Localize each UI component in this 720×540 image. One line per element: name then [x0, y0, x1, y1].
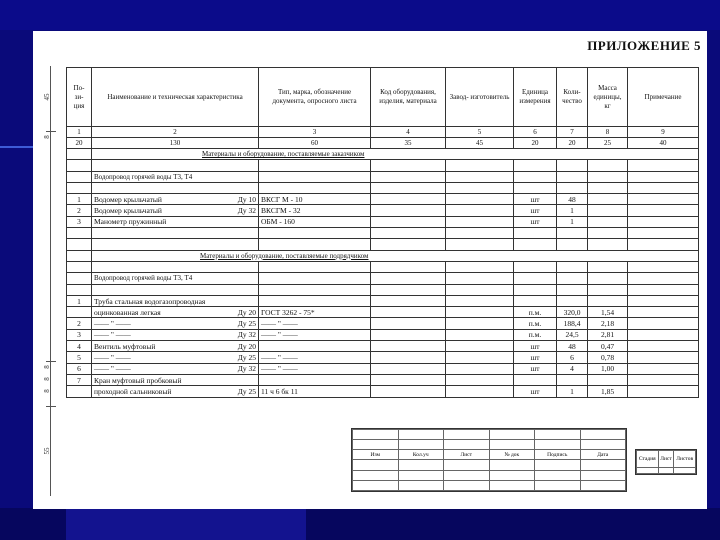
column-number: 7	[557, 127, 588, 138]
margin-tick	[46, 406, 56, 407]
table-row	[67, 216, 699, 227]
stamp-label: Кол.уч	[398, 450, 444, 460]
title-block	[351, 428, 627, 492]
cell-qty: 48	[557, 341, 588, 352]
table-header-row	[67, 68, 699, 127]
table-row	[67, 295, 699, 306]
cell-mass: 2,18	[588, 318, 628, 329]
column-number: 4	[371, 127, 446, 138]
cell-unit: шт	[514, 386, 557, 397]
stamp-label: Стадия	[637, 451, 659, 468]
cell-type: ВКСГМ - 32	[259, 205, 371, 216]
cell-type: ВКСГ М - 10	[259, 194, 371, 205]
margin-mark: 8	[43, 135, 51, 139]
header-cell: Тип, марка, обозначение документа, опросного листа	[259, 68, 371, 127]
cell-pos	[67, 386, 92, 397]
cell-mass: 0,47	[588, 341, 628, 352]
table-row	[67, 386, 699, 397]
cell-mass: 1,54	[588, 307, 628, 318]
cell-pos: 3	[67, 216, 92, 227]
cell-size: Ду 20	[237, 341, 256, 351]
column-width: 20	[557, 138, 588, 149]
cell-qty: 1	[557, 216, 588, 227]
margin-mark: 8	[43, 377, 51, 381]
cell-pos: 7	[67, 374, 92, 385]
cell-pos: 1	[67, 295, 92, 306]
column-width: 60	[259, 138, 371, 149]
margin-mark: 8	[43, 365, 51, 369]
stamp-label: № док	[489, 450, 535, 460]
cell-unit: шт	[514, 205, 557, 216]
header-cell: Наименование и техническая характеристика	[92, 68, 259, 127]
cell-size: Ду 25	[237, 352, 256, 362]
table-row	[67, 341, 699, 352]
margin-mark: 8	[43, 389, 51, 393]
cell-pos: 4	[67, 341, 92, 352]
header-cell: Единица измерения	[514, 68, 557, 127]
cell-type: —— " ——	[259, 352, 371, 363]
cell-unit: шт	[514, 341, 557, 352]
subsection-title: Водопровод горячей воды Т3, Т4	[92, 171, 259, 182]
column-number: 2	[92, 127, 259, 138]
column-width: 20	[514, 138, 557, 149]
cell-name: Водомер крыльчатый	[94, 194, 162, 204]
cell-type: —— " ——	[259, 363, 371, 374]
document-sheet	[33, 31, 707, 509]
cell-unit: шт	[514, 363, 557, 374]
cell-name: Труба стальная водогазопроводная	[92, 295, 259, 306]
cell-name: оцинкованная легкая	[94, 307, 161, 317]
cell-name: Кран муфтовый пробковый	[92, 374, 259, 385]
column-number: 5	[446, 127, 514, 138]
stamp-label: Изм	[353, 450, 399, 460]
cell-type: 11 ч 6 бк 11	[259, 386, 371, 397]
slide-background-top	[0, 0, 720, 30]
stamp-label: Дата	[580, 450, 626, 460]
header-cell: Примечание	[628, 68, 699, 127]
cell-type: ГОСТ 3262 - 75*	[259, 307, 371, 318]
cell-pos: 5	[67, 352, 92, 363]
header-cell: Код оборудования, изделия, материала	[371, 68, 446, 127]
column-width: 35	[371, 138, 446, 149]
column-number: 9	[628, 127, 699, 138]
stamp-label: Лист	[658, 451, 674, 468]
cell-type: —— " ——	[259, 318, 371, 329]
cell-unit: шт	[514, 216, 557, 227]
column-width: 25	[588, 138, 628, 149]
stamp-label: Лист	[444, 450, 490, 460]
cell-unit: п.м.	[514, 329, 557, 340]
subsection-row	[67, 273, 699, 284]
column-number: 8	[588, 127, 628, 138]
cell-qty: 48	[557, 194, 588, 205]
cell-qty: 1	[557, 386, 588, 397]
cell-mass: 2,81	[588, 329, 628, 340]
cell-pos: 1	[67, 194, 92, 205]
cell-qty: 320,0	[557, 307, 588, 318]
cell-unit: шт	[514, 352, 557, 363]
stamp-label: Листов	[674, 451, 696, 468]
cell-name: —— " ——	[94, 330, 131, 340]
table-row	[67, 329, 699, 340]
cell-pos: 3	[67, 329, 92, 340]
cell-type: ОБМ - 160	[259, 216, 371, 227]
cell-qty: 6	[557, 352, 588, 363]
cell-size: Ду 32	[237, 364, 256, 374]
cell-name: Вентиль муфтовый	[94, 341, 156, 351]
table-row	[67, 352, 699, 363]
cell-pos: 2	[67, 318, 92, 329]
column-width: 130	[92, 138, 259, 149]
cell-size: Ду 32	[237, 206, 256, 216]
cell-name: Водомер крыльчатый	[94, 206, 162, 216]
cell-size: Ду 10	[237, 194, 256, 204]
section-title: Материалы и оборудование, поставляемые подрядчиком	[92, 250, 699, 261]
cell-name: —— " ——	[94, 319, 131, 329]
section-row	[67, 250, 699, 261]
decorative-block	[66, 508, 306, 540]
header-cell: Коли- чество	[557, 68, 588, 127]
subsection-title: Водопровод горячей воды Т3, Т4	[92, 273, 259, 284]
header-cell: Завод- изготовитель	[446, 68, 514, 127]
column-width-row	[67, 138, 699, 149]
cell-name: —— " ——	[94, 364, 131, 374]
section-row	[67, 149, 699, 160]
column-width: 20	[67, 138, 92, 149]
column-number-row	[67, 127, 699, 138]
cell-pos: 6	[67, 363, 92, 374]
table-row	[67, 194, 699, 205]
cell-name: —— " ——	[94, 352, 131, 362]
cell-name: Манометр пружинный	[94, 217, 167, 227]
column-width: 40	[628, 138, 699, 149]
table-row	[67, 318, 699, 329]
column-number: 1	[67, 127, 92, 138]
cell-qty: 24,5	[557, 329, 588, 340]
cell-size: Ду 25	[237, 386, 256, 396]
margin-mark: 45	[43, 93, 51, 101]
column-width: 45	[446, 138, 514, 149]
cell-qty: 188,4	[557, 318, 588, 329]
stamp-label: Подпись	[535, 450, 581, 460]
sheet-info-block	[635, 449, 697, 475]
cell-qty: 4	[557, 363, 588, 374]
column-number: 6	[514, 127, 557, 138]
cell-pos	[67, 307, 92, 318]
table-row	[67, 374, 699, 385]
table-row	[67, 205, 699, 216]
cell-name: проходной сальниковый	[94, 386, 172, 396]
table-row	[67, 363, 699, 374]
cell-type: —— " ——	[259, 329, 371, 340]
cell-unit: п.м.	[514, 318, 557, 329]
cell-pos: 2	[67, 205, 92, 216]
margin-mark: 55	[43, 447, 51, 455]
cell-size: Ду 25	[237, 319, 256, 329]
cell-size: Ду 32	[237, 330, 256, 340]
cell-size: Ду 20	[237, 307, 256, 317]
cell-qty: 1	[557, 205, 588, 216]
subsection-row	[67, 171, 699, 182]
specification-table	[66, 67, 699, 398]
page-title: ПРИЛОЖЕНИЕ 5	[587, 38, 701, 53]
cell-mass: 1,85	[588, 386, 628, 397]
section-title: Материалы и оборудование, поставляемые заказчиком	[92, 149, 699, 160]
header-cell: По- зи- ция	[67, 68, 92, 127]
column-number: 3	[259, 127, 371, 138]
cell-unit: шт	[514, 194, 557, 205]
cell-unit: п.м.	[514, 307, 557, 318]
table-row	[67, 307, 699, 318]
cell-mass: 1,00	[588, 363, 628, 374]
cell-mass: 0,78	[588, 352, 628, 363]
header-cell: Масса единицы, кг	[588, 68, 628, 127]
title-block-labels	[353, 450, 626, 460]
